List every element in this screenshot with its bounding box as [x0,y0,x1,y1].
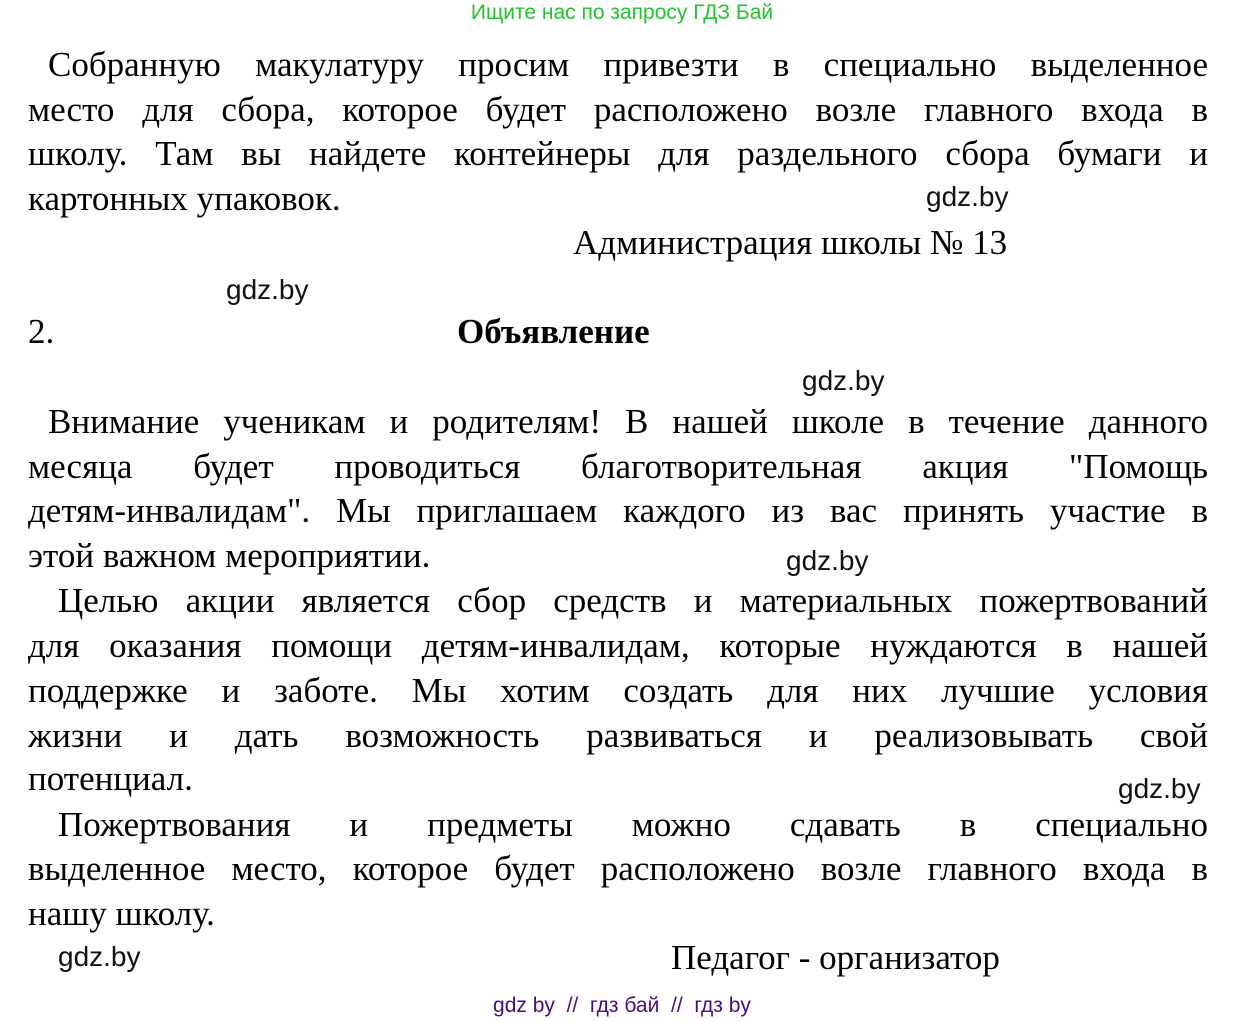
text-line: Пожертвования и предметы можно сдавать в специально [58,805,1208,844]
text-line: жизни и дать возможность развиваться и реализовывать свой [28,716,1208,755]
text-line: школу. Там вы найдете контейнеры для раздельного сбора бумаги и [28,134,1208,173]
signature: Администрация школы № 13 [573,223,1008,262]
text-line: поддержке и заботе. Мы хотим создать для них лучшие условия [28,671,1208,710]
text-line: этой важном мероприятии. [28,536,431,575]
footer-text[interactable]: gdz by // гдз бай // гдз by [493,994,751,1017]
section-number: 2. [28,312,55,351]
text-line: нашу школу. [28,894,215,933]
text-line: для оказания помощи детям-инвалидам, которые нуждаются в нашей [28,626,1208,665]
watermark: gdz.by [1118,773,1201,804]
signature: Педагог - организатор [671,938,1000,977]
text-line: Целью акции является сбор средств и материальных пожертвований [58,581,1208,620]
watermark: gdz.by [802,365,885,396]
text-line: детям-инвалидам". Мы приглашаем каждого из вас принять участие в [28,491,1208,530]
text-line: Внимание ученикам и родителям! В нашей школе в течение данного [48,402,1208,441]
text-line: выделенное место, которое будет расположено возле главного входа в [28,849,1208,888]
watermark: gdz.by [226,274,309,305]
section-title [457,309,650,354]
text-line: потенциал. [28,759,193,798]
text-line: картонных упаковок. [28,179,341,218]
watermark: gdz.by [58,941,141,972]
title-text: Объявление [457,312,650,351]
text-line: место для сбора, которое будет расположено возле главного входа в [28,90,1208,129]
watermark: gdz.by [786,545,869,576]
text-line: месяца будет проводиться благотворительная акция "Помощь [28,447,1208,486]
footer-links[interactable] [0,993,1244,1019]
watermark: gdz.by [926,181,1009,212]
text-line: Собранную макулатуру просим привезти в специально выделенное [48,45,1208,84]
header-banner[interactable]: Ищите нас по запросу ГДЗ Бай [470,1,774,24]
